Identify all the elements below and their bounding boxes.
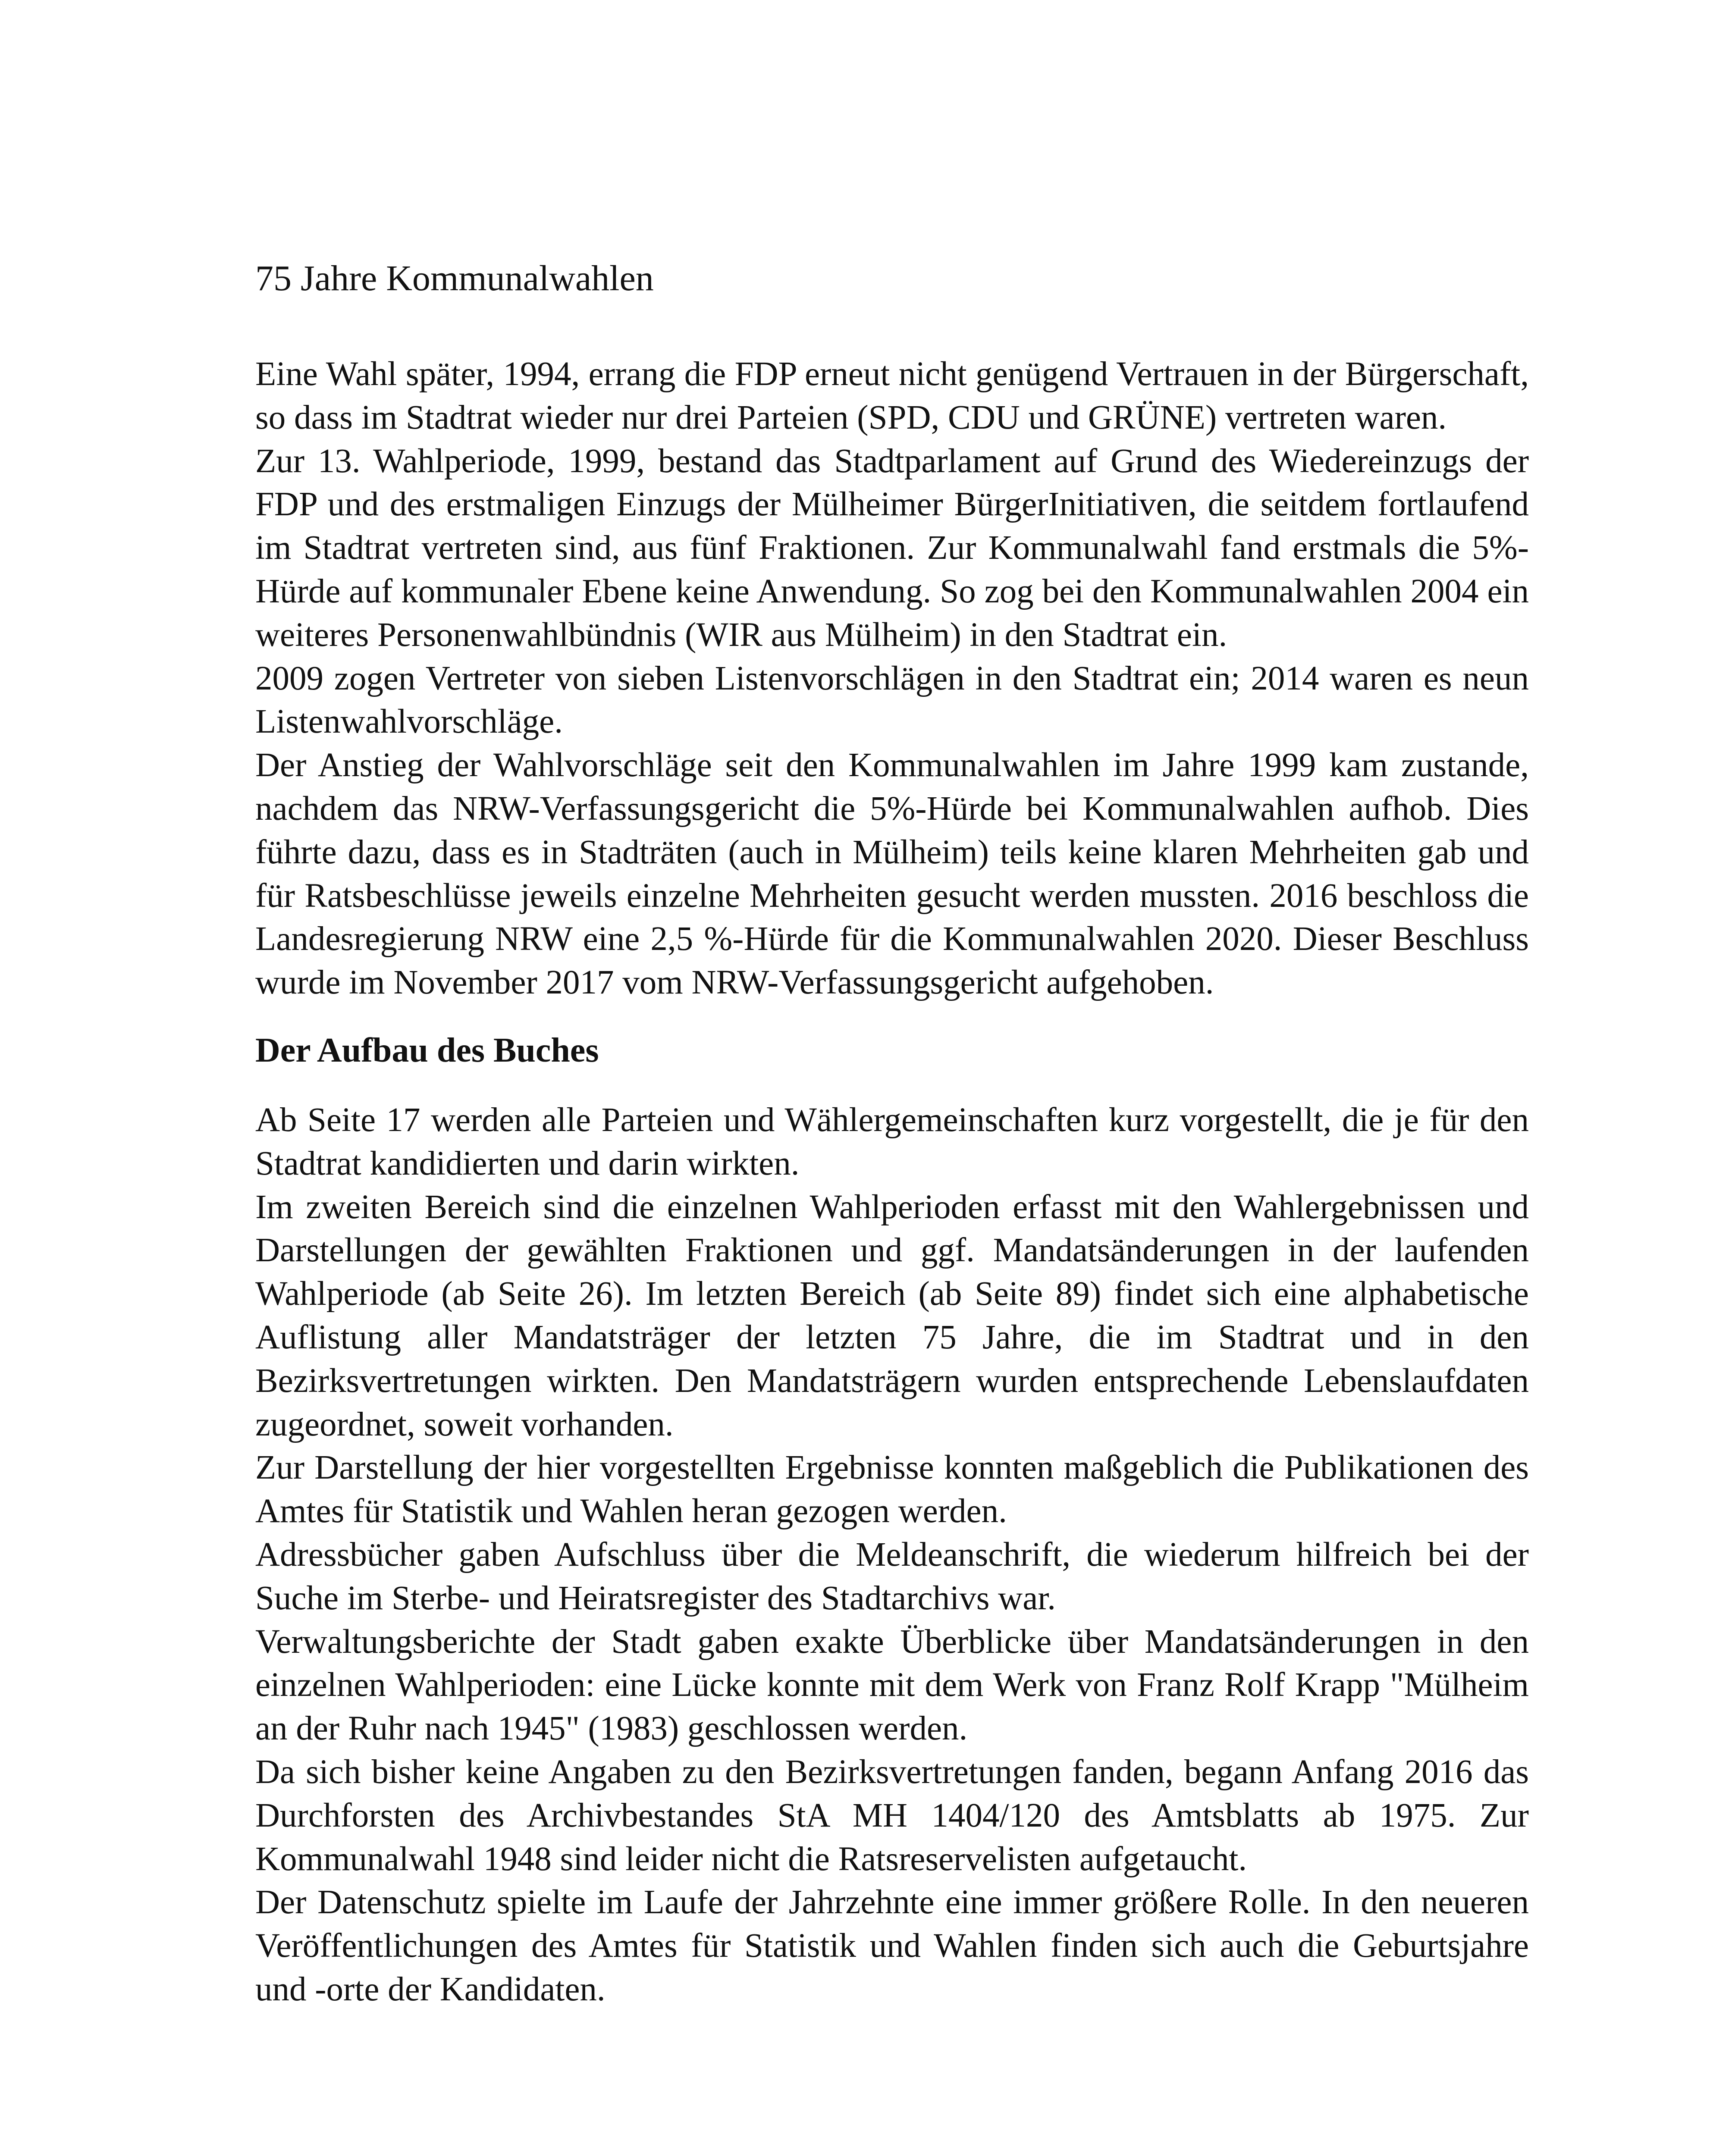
body-text [255,353,1529,2012]
paragraph: Der Datenschutz spielte im Laufe der Jahrzehnte eine immer größere Rolle. In den neueren Veröffentlichungen des Amtes für Statistik und Wahlen finden sich auch die Geburtsjahre und -orte der Kandidaten. [255,1883,1529,2008]
paragraph: Im zweiten Bereich sind die einzelnen Wahlperioden erfasst mit den Wahlergebnissen und Darstellungen der gewählten Fraktionen und ggf. Mandatsänderungen in der laufenden Wahlperiode (ab Seite 26). Im letzten Bereich (ab Seite 89) findet sich eine alphabetische Auflistung aller Mandatsträger der letzten 75 Jahre, die im Stadtrat und in den Bezirksvertretungen wirkten. Den Mandatsträgern wurden entsprechende Lebenslaufdaten zugeordnet, soweit vorhanden. [255,1188,1529,1443]
paragraph: Adressbücher gaben Aufschluss über die Meldeanschrift, die wiederum hilfreich bei der Suche im Sterbe- und Heiratsregister des Stadtarchivs war. [255,1536,1529,1617]
paragraph: Zur Darstellung der hier vorgestellten Ergebnisse konnten maßgeblich die Publikationen des Amtes für Statistik und Wahlen heran gezogen werden. [255,1449,1529,1530]
paragraph: Verwaltungsberichte der Stadt gaben exakte Überblicke über Mandatsänderungen in den einzelnen Wahlperioden: eine Lücke konnte mit dem Werk von Franz Rolf Krapp "Mülheim an der Ruhr nach 1945" (1983) geschlossen werden. [255,1623,1529,1748]
paragraph: Zur 13. Wahlperiode, 1999, bestand das Stadtparlament auf Grund des Wiedereinzugs der FDP und des erstmaligen Einzugs der Mülheimer BürgerInitiativen, die seitdem fortlaufend im Stadtrat vertreten sind, aus fünf Fraktionen. Zur Kommunalwahl fand erstmals die 5%-Hürde auf kommunaler Ebene keine Anwendung. So zog bei den Kommunalwahlen 2004 ein weiteres Personenwahlbündnis (WIR aus Mülheim) in den Stadtrat ein. [255,442,1529,654]
paragraph: Da sich bisher keine Angaben zu den Bezirksvertretungen fanden, begann Anfang 2016 das Durchforsten des Archivbestandes StA MH 1404/120 des Amtsblatts ab 1975. Zur Kommunalwahl 1948 sind leider nicht die Ratsreservelisten aufgetaucht. [255,1753,1529,1878]
paragraph: Eine Wahl später, 1994, errang die FDP erneut nicht genügend Vertrauen in der Bürgerschaft, so dass im Stadtrat wieder nur drei Parteien (SPD, CDU und GRÜNE) vertreten waren. [255,355,1529,436]
running-head: 75 Jahre Kommunalwahlen [255,258,654,298]
paragraph: Der Anstieg der Wahlvorschläge seit den Kommunalwahlen im Jahre 1999 kam zustande, nachdem das NRW-Verfassungsgericht die 5%-Hürde bei Kommunalwahlen aufhob. Dies führte dazu, dass es in Stadträten (auch in Mülheim) teils keine klaren Mehrheiten gab und für Ratsbeschlüsse jeweils einzelne Mehrheiten gesucht werden mussten. 2016 beschloss die Landesregierung NRW eine 2,5 %-Hürde für die Kommunalwahlen 2020. Dieser Beschluss wurde im November 2017 vom NRW-Verfassungsgericht aufgehoben. [255,746,1529,1002]
section-heading: Der Aufbau des Buches [255,1031,599,1069]
paragraph: Ab Seite 17 werden alle Parteien und Wählergemeinschaften kurz vorgestellt, die je für den Stadtrat kandidierten und darin wirkten. [255,1101,1529,1182]
section-book-structure [255,1029,1529,2012]
paragraph: 2009 zogen Vertreter von sieben Listenvorschlägen in den Stadtrat ein; 2014 waren es neun Listenwahlvorschläge. [255,659,1529,741]
section-intro [255,353,1529,1005]
